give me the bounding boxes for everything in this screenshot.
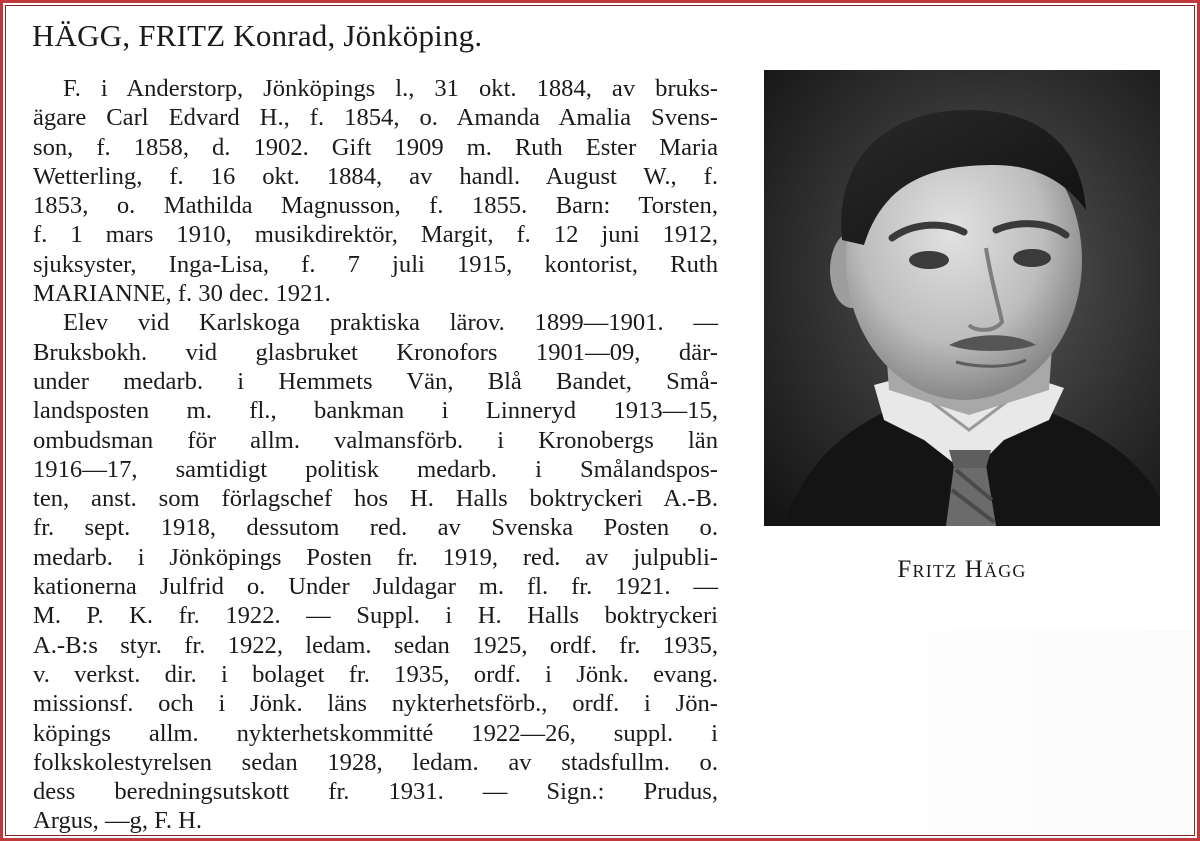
biography-text	[33, 74, 718, 836]
entry-heading: HÄGG, FRITZ Konrad, Jönköping.	[32, 18, 483, 53]
text-line: fr. sept. 1918, dessutom red. av Svenska Posten o.	[33, 514, 718, 542]
text-line: medarb. i Jönköpings Posten fr. 1919, red. av julpubli-	[33, 543, 718, 571]
text-line: son, f. 1858, d. 1902. Gift 1909 m. Ruth Ester Maria	[33, 133, 718, 161]
portrait-caption: Fritz Hägg	[897, 556, 1027, 583]
text-line: sjuksyster, Inga-Lisa, f. 7 juli 1915, kontorist, Ruth	[33, 250, 718, 278]
text-line: köpings allm. nykterhetskommitté 1922—26, suppl. i	[33, 719, 718, 747]
text-line: landsposten m. fl., bankman i Linneryd 1913—15,	[33, 397, 718, 425]
text-line: v. verkst. dir. i bolaget fr. 1935, ordf. i Jönk. evang.	[33, 660, 718, 688]
text-line: Argus, —g, F. H.	[33, 807, 203, 835]
text-line: dess beredningsutskott fr. 1931. — Sign.: Prudus,	[33, 778, 718, 806]
biography-paragraph-2	[33, 308, 718, 835]
text-line: under medarb. i Hemmets Vän, Blå Bandet, Små-	[33, 367, 718, 395]
text-line: f. 1 mars 1910, musikdirektör, Margit, f. 12 juni 1912,	[33, 221, 718, 249]
text-line: Elev vid Karlskoga praktiska lärov. 1899—1901. —	[63, 309, 718, 337]
text-line: Bruksbokh. vid glasbruket Kronofors 1901—09, där-	[33, 338, 718, 366]
text-line: missionsf. och i Jönk. läns nykterhetsförb., ordf. i Jön-	[33, 690, 718, 718]
text-line: A.-B:s styr. fr. 1922, ledam. sedan 1925, ordf. fr. 1935,	[33, 631, 718, 659]
text-line: Wetterling, f. 16 okt. 1884, av handl. August W., f.	[33, 162, 718, 190]
text-line: M. P. K. fr. 1922. — Suppl. i H. Halls boktryckeri	[33, 602, 718, 630]
text-line: kationerna Julfrid o. Under Juldagar m. fl. fr. 1921. —	[33, 573, 718, 601]
text-line: ägare Carl Edvard H., f. 1854, o. Amanda Amalia Svens-	[33, 104, 718, 132]
text-line: ten, anst. som förlagschef hos H. Halls boktryckeri A.-B.	[33, 485, 718, 513]
text-line: 1916—17, samtidigt politisk medarb. i Smålandspos-	[33, 455, 718, 483]
text-line: F. i Anderstorp, Jönköpings l., 31 okt. 1884, av bruks-	[63, 75, 718, 102]
text-line: MARIANNE, f. 30 dec. 1921.	[33, 280, 331, 308]
biography-paragraph-1	[33, 74, 718, 308]
portrait-photo	[764, 70, 1160, 526]
blank-area	[764, 630, 1194, 835]
text-line: ombudsman för allm. valmansförb. i Kronobergs län	[33, 426, 718, 454]
text-line: folkskolestyrelsen sedan 1928, ledam. av stadsfullm. o.	[33, 748, 718, 776]
text-line: 1853, o. Mathilda Magnusson, f. 1855. Barn: Torsten,	[33, 192, 718, 220]
